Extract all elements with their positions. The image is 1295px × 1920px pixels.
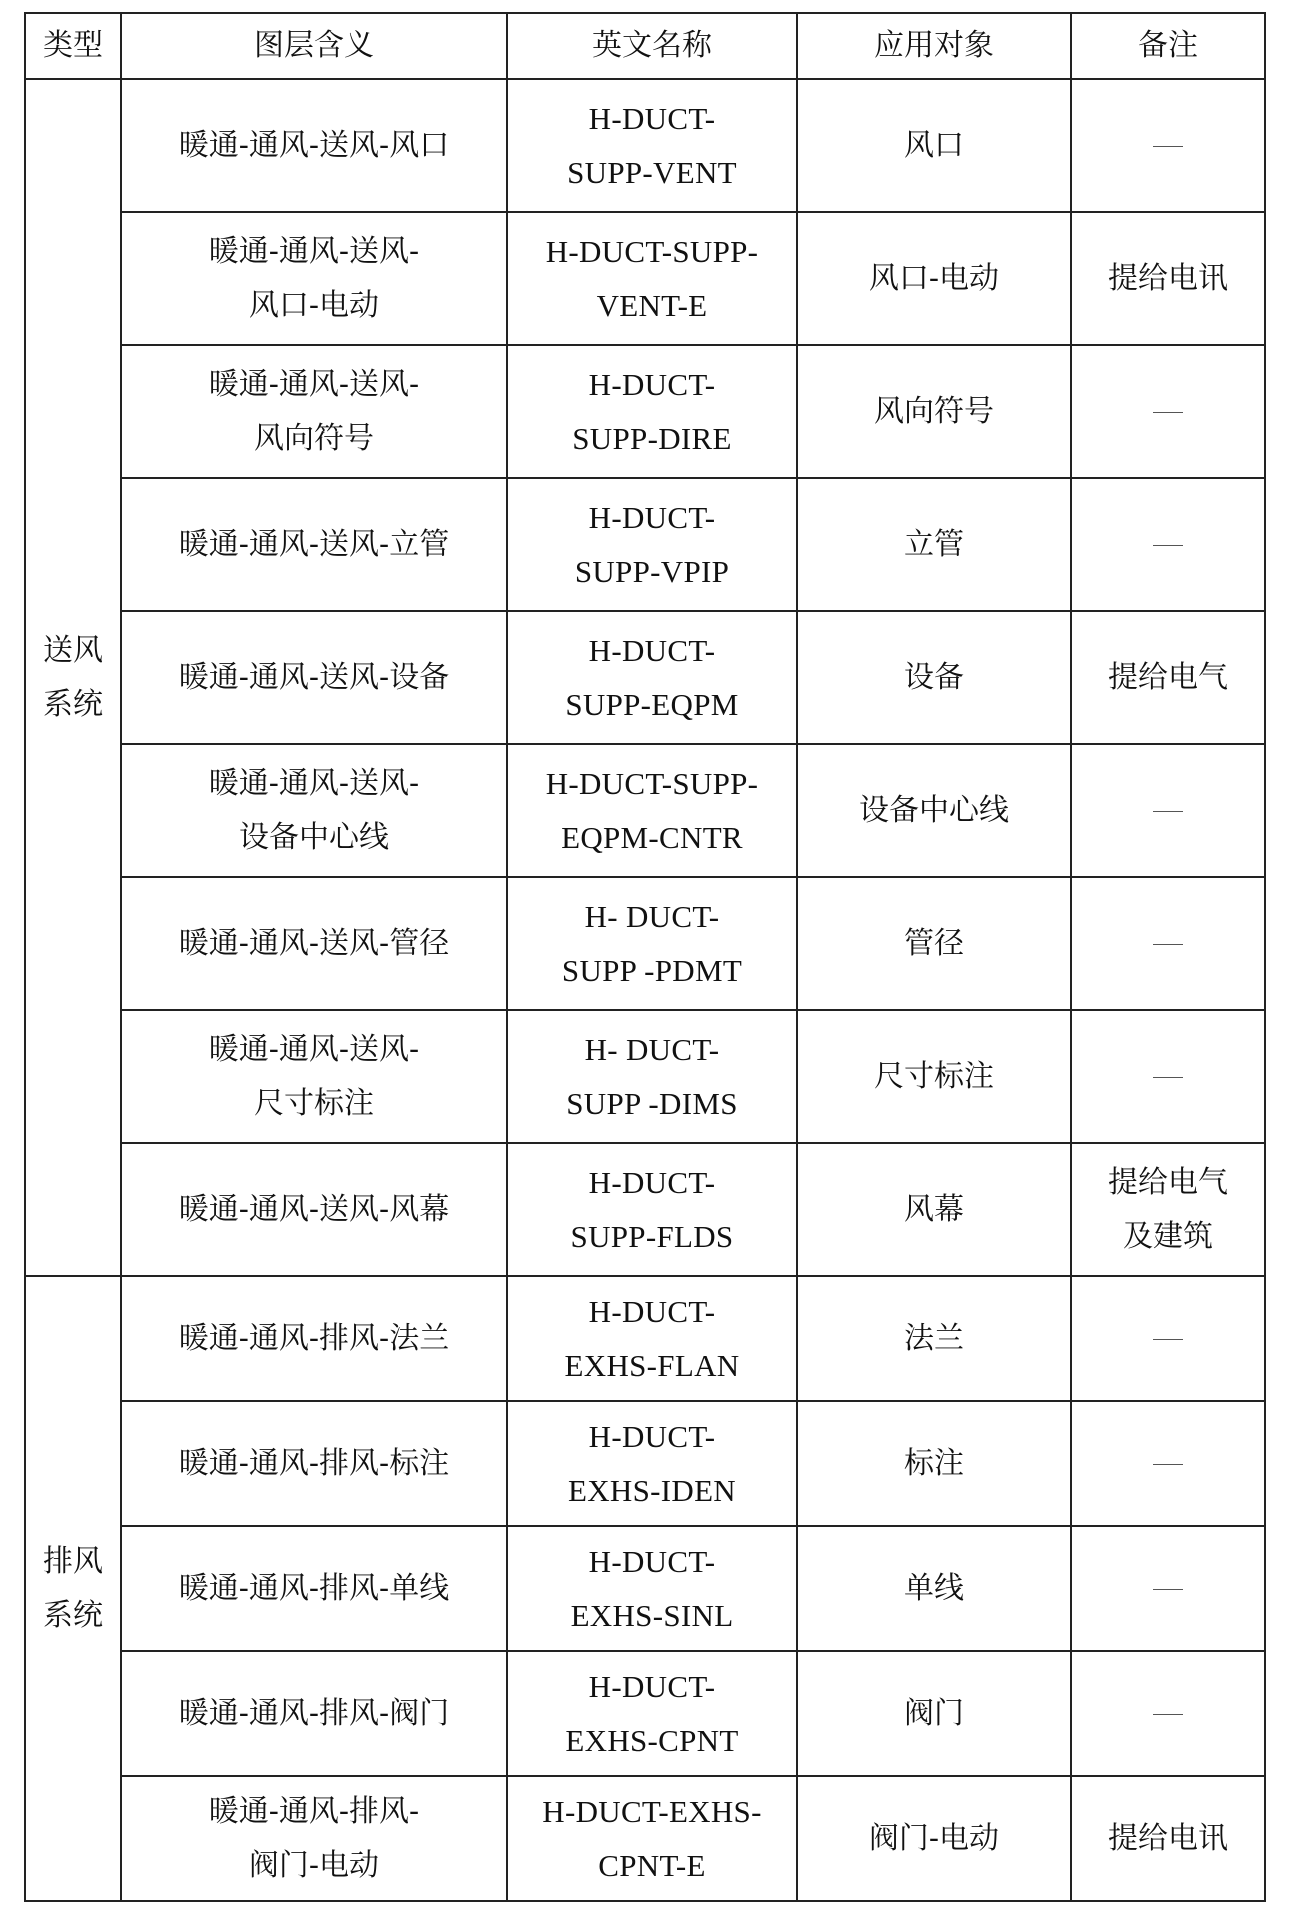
english-line: H-DUCT- — [588, 366, 716, 402]
remark-line: 提给电气 — [1108, 659, 1228, 695]
english-line: H-DUCT- — [588, 1668, 716, 1704]
target-cell: 风向符号 — [797, 345, 1071, 478]
meaning-line: 暖通-通风-送风- — [208, 1031, 420, 1067]
empty-dash — [1153, 1714, 1183, 1715]
english-line: SUPP-VENT — [567, 154, 737, 190]
meaning-line: 暖通-通风-送风-设备 — [178, 659, 450, 695]
english-line: EXHS-IDEN — [567, 1472, 736, 1508]
layer-table — [24, 12, 1266, 1902]
meaning-line: 风向符号 — [254, 420, 374, 456]
meaning-line: 暖通-通风-送风-风幕 — [178, 1191, 450, 1227]
english-line: EQPM-CNTR — [561, 819, 743, 855]
target-cell: 风幕 — [797, 1143, 1071, 1276]
meaning-line: 暖通-通风-排风-标注 — [178, 1445, 450, 1481]
target-cell: 风口 — [797, 79, 1071, 212]
remark-cell — [1071, 611, 1265, 744]
english-line: H-DUCT- — [588, 100, 716, 136]
english-line: H- DUCT- — [584, 1031, 720, 1067]
remark-cell — [1071, 1776, 1265, 1901]
table-row — [25, 744, 1265, 877]
english-cell — [507, 1010, 797, 1143]
remark-cell — [1071, 478, 1265, 611]
table-row — [25, 1401, 1265, 1526]
header-english: 英文名称 — [507, 13, 797, 79]
english-line: CPNT-E — [598, 1847, 706, 1883]
remark-line: 提给电讯 — [1108, 260, 1228, 296]
meaning-line: 暖通-通风-排风- — [208, 1793, 420, 1829]
table-header — [25, 13, 1265, 79]
empty-dash — [1153, 1464, 1183, 1465]
english-line: SUPP-FLDS — [570, 1218, 734, 1254]
english-line: SUPP -DIMS — [566, 1085, 738, 1121]
meaning-line: 暖通-通风-送风- — [208, 765, 420, 801]
table-row — [25, 1010, 1265, 1143]
english-line: EXHS-CPNT — [565, 1722, 739, 1758]
table-row — [25, 212, 1265, 345]
english-cell — [507, 478, 797, 611]
table-row — [25, 345, 1265, 478]
english-line: H-DUCT- — [588, 632, 716, 668]
remark-cell — [1071, 345, 1265, 478]
target-cell: 管径 — [797, 877, 1071, 1010]
header-target: 应用对象 — [797, 13, 1071, 79]
meaning-cell — [121, 877, 507, 1010]
english-line: SUPP-VPIP — [574, 553, 730, 589]
remark-line: 及建筑 — [1123, 1218, 1213, 1254]
english-line: H-DUCT- — [588, 1293, 716, 1329]
table-row — [25, 1776, 1265, 1901]
meaning-cell — [121, 744, 507, 877]
type-label-line: 送风 — [43, 632, 103, 668]
english-line: H-DUCT- — [588, 1164, 716, 1200]
english-line: EXHS-FLAN — [564, 1347, 740, 1383]
english-cell — [507, 1651, 797, 1776]
table-row — [25, 1143, 1265, 1276]
meaning-cell — [121, 611, 507, 744]
english-line: EXHS-SINL — [570, 1597, 734, 1633]
header-meaning: 图层含义 — [121, 13, 507, 79]
meaning-cell — [121, 345, 507, 478]
table-body — [25, 79, 1265, 1901]
empty-dash — [1153, 944, 1183, 945]
meaning-line: 暖通-通风-排风-单线 — [178, 1570, 450, 1606]
remark-cell — [1071, 1010, 1265, 1143]
english-cell — [507, 1276, 797, 1401]
table-row — [25, 1651, 1265, 1776]
english-line: H-DUCT-SUPP- — [545, 233, 759, 269]
english-cell — [507, 1143, 797, 1276]
meaning-cell — [121, 478, 507, 611]
meaning-cell — [121, 1526, 507, 1651]
target-cell: 设备 — [797, 611, 1071, 744]
english-cell — [507, 345, 797, 478]
table-row — [25, 877, 1265, 1010]
remark-cell — [1071, 1526, 1265, 1651]
meaning-line: 暖通-通风-送风-管径 — [178, 925, 450, 961]
english-cell — [507, 1526, 797, 1651]
english-line: H-DUCT- — [588, 499, 716, 535]
meaning-line: 暖通-通风-送风-风口 — [178, 127, 450, 163]
table-row — [25, 478, 1265, 611]
meaning-line: 暖通-通风-排风-法兰 — [178, 1320, 450, 1356]
english-cell — [507, 1401, 797, 1526]
meaning-line: 暖通-通风-排风-阀门 — [178, 1695, 450, 1731]
meaning-line: 设备中心线 — [239, 819, 389, 855]
english-line: H- DUCT- — [584, 898, 720, 934]
empty-dash — [1153, 545, 1183, 546]
meaning-cell — [121, 1651, 507, 1776]
meaning-line: 暖通-通风-送风- — [208, 233, 420, 269]
target-cell: 阀门 — [797, 1651, 1071, 1776]
meaning-line: 暖通-通风-送风- — [208, 366, 420, 402]
type-cell — [25, 1276, 121, 1901]
table-row — [25, 1526, 1265, 1651]
english-line: H-DUCT-EXHS- — [542, 1793, 762, 1829]
english-cell — [507, 877, 797, 1010]
remark-cell — [1071, 1401, 1265, 1526]
target-cell: 立管 — [797, 478, 1071, 611]
english-line: H-DUCT- — [588, 1543, 716, 1579]
empty-dash — [1153, 146, 1183, 147]
remark-cell — [1071, 1276, 1265, 1401]
target-cell: 法兰 — [797, 1276, 1071, 1401]
english-line: SUPP -PDMT — [561, 952, 743, 988]
target-cell: 风口-电动 — [797, 212, 1071, 345]
meaning-line: 尺寸标注 — [254, 1085, 374, 1121]
meaning-cell — [121, 1776, 507, 1901]
empty-dash — [1153, 1339, 1183, 1340]
target-cell: 阀门-电动 — [797, 1776, 1071, 1901]
meaning-cell — [121, 212, 507, 345]
table-row — [25, 79, 1265, 212]
type-label-line: 排风 — [43, 1543, 103, 1579]
header-remark: 备注 — [1071, 13, 1265, 79]
empty-dash — [1153, 811, 1183, 812]
remark-line: 提给电气 — [1108, 1164, 1228, 1200]
english-cell — [507, 79, 797, 212]
meaning-cell — [121, 1010, 507, 1143]
meaning-cell — [121, 79, 507, 212]
type-cell — [25, 79, 121, 1276]
english-cell — [507, 1776, 797, 1901]
remark-cell — [1071, 1143, 1265, 1276]
target-cell: 单线 — [797, 1526, 1071, 1651]
table-row — [25, 1276, 1265, 1401]
header-row — [25, 13, 1265, 79]
english-cell — [507, 212, 797, 345]
meaning-line: 暖通-通风-送风-立管 — [178, 526, 450, 562]
meaning-cell — [121, 1276, 507, 1401]
target-cell: 尺寸标注 — [797, 1010, 1071, 1143]
meaning-cell — [121, 1143, 507, 1276]
type-label-line: 系统 — [43, 686, 103, 722]
empty-dash — [1153, 1589, 1183, 1590]
remark-line: 提给电讯 — [1108, 1820, 1228, 1856]
english-line: H-DUCT-SUPP- — [545, 765, 759, 801]
english-line: H-DUCT- — [588, 1418, 716, 1454]
remark-cell — [1071, 744, 1265, 877]
header-type: 类型 — [25, 13, 121, 79]
empty-dash — [1153, 1077, 1183, 1078]
type-label-line: 系统 — [43, 1597, 103, 1633]
meaning-cell — [121, 1401, 507, 1526]
english-line: VENT-E — [596, 287, 708, 323]
remark-cell — [1071, 212, 1265, 345]
meaning-line: 阀门-电动 — [248, 1847, 380, 1883]
english-cell — [507, 611, 797, 744]
remark-cell — [1071, 79, 1265, 212]
meaning-line: 风口-电动 — [248, 287, 380, 323]
table-row — [25, 611, 1265, 744]
target-cell: 设备中心线 — [797, 744, 1071, 877]
english-line: SUPP-DIRE — [572, 420, 732, 456]
empty-dash — [1153, 412, 1183, 413]
remark-cell — [1071, 1651, 1265, 1776]
remark-cell — [1071, 877, 1265, 1010]
english-cell — [507, 744, 797, 877]
english-line: SUPP-EQPM — [565, 686, 739, 722]
target-cell: 标注 — [797, 1401, 1071, 1526]
